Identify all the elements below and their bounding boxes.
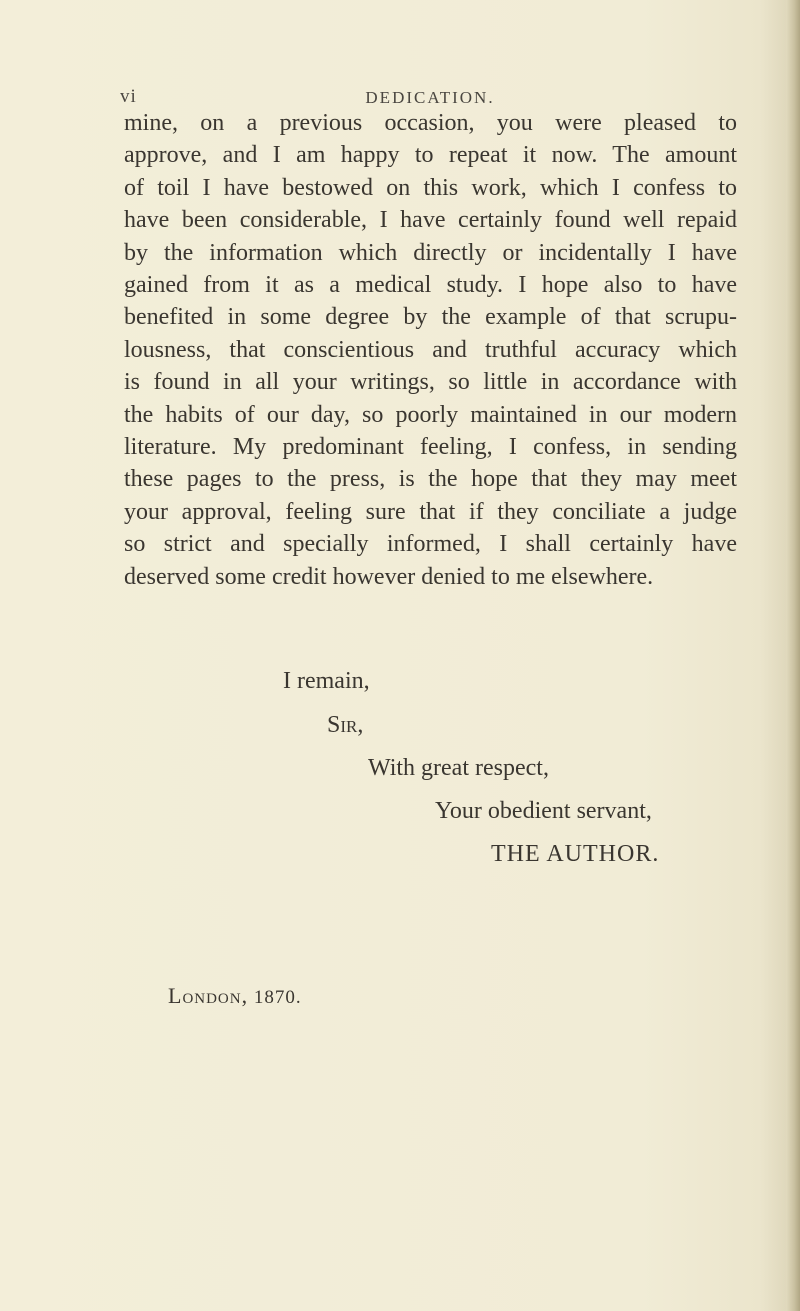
body-line: lousness, that conscientious and truthful accuracy which <box>124 336 737 363</box>
closing-salutation: Sir, <box>327 712 364 738</box>
body-line: literature. My predominant feeling, I confess, in sending <box>124 434 737 461</box>
closing-remain: I remain, <box>283 668 370 694</box>
year: 1870. <box>253 987 302 1008</box>
body-line: mine, on a previous occasion, you were pleased to <box>124 110 737 136</box>
body-line: is found in all your writings, so little in accordance with <box>124 369 737 396</box>
running-head: DEDICATION. <box>365 88 495 107</box>
body-line: gained from it as a medical study. I hope also to have <box>124 272 737 299</box>
closing-respect: With great respect, <box>368 755 549 781</box>
page-edge <box>786 0 800 1311</box>
body-line: these pages to the press, is the hope that they may meet <box>124 466 737 493</box>
place-name: London, <box>168 983 249 1008</box>
body-line: benefited in some degree by the example of that scrupu- <box>124 304 737 331</box>
body-paragraph <box>124 107 737 593</box>
body-line: the habits of our day, so poorly maintained in our modern <box>124 401 737 428</box>
body-line: your approval, feeling sure that if they conciliate a judge <box>124 498 737 525</box>
body-line: approve, and I am happy to repeat it now. The amount <box>124 142 737 169</box>
signature: THE AUTHOR. <box>491 841 660 867</box>
closing-servant: Your obedient servant, <box>435 798 652 824</box>
body-line: by the information which directly or incidentally I have <box>124 239 737 266</box>
body-line: have been considerable, I have certainly found well repaid <box>124 207 737 234</box>
body-line: of toil I have bestowed on this work, which I confess to <box>124 174 737 201</box>
place-date <box>168 983 302 1009</box>
body-line: deserved some credit however denied to me elsewhere. <box>124 563 654 590</box>
page-number: vi <box>120 86 137 107</box>
body-line: so strict and specially informed, I shall certainly have <box>124 531 737 558</box>
